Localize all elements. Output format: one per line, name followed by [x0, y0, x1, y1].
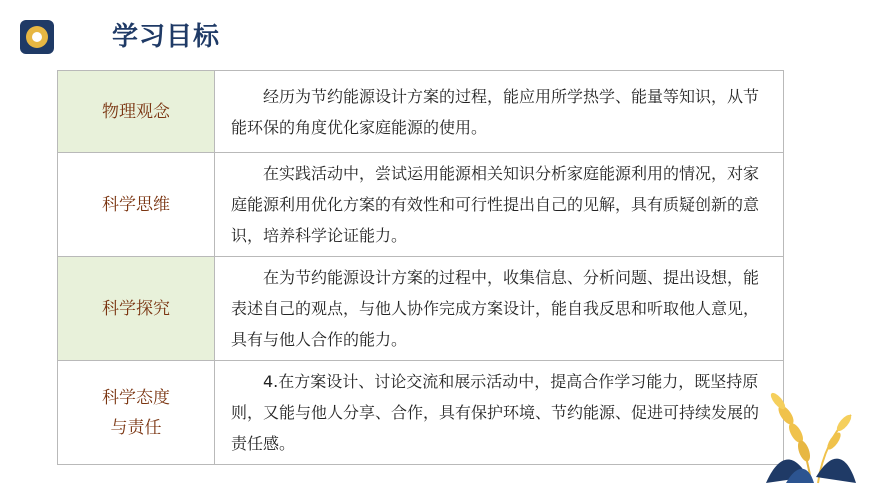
logo-icon [20, 20, 54, 54]
goals-table [57, 70, 784, 465]
table-row [58, 71, 784, 153]
goal-category-line: 与责任 [110, 417, 162, 438]
goal-description: 经历为节约能源设计方案的过程，能应用所学热学、能量等知识，从节能环保的角度优化家庭能源的使用。 [215, 71, 784, 153]
leaf-decoration-icon [756, 385, 866, 485]
page-title: 学习目标 [112, 22, 221, 52]
goal-category: 科学探究 [58, 257, 215, 361]
table-row [58, 153, 784, 257]
table-row [58, 257, 784, 361]
goal-description: 4.在方案设计、讨论交流和展示活动中，提高合作学习能力，既坚持原则，又能与他人分享、合作，具有保护环境、节约能源、促进可持续发展的责任感。 [215, 361, 784, 465]
logo-ring [26, 26, 48, 48]
goal-category [58, 361, 215, 465]
goal-category: 科学思维 [58, 153, 215, 257]
goal-description: 在为节约能源设计方案的过程中，收集信息、分析问题、提出设想，能表述自己的观点，与他人协作完成方案设计，能自我反思和听取他人意见，具有与他人合作的能力。 [215, 257, 784, 361]
goal-description: 在实践活动中，尝试运用能源相关知识分析家庭能源利用的情况，对家庭能源利用优化方案的有效性和可行性提出自己的见解，具有质疑创新的意识，培养科学论证能力。 [215, 153, 784, 257]
goal-category-line: 科学态度 [102, 387, 170, 408]
logo-hole [32, 32, 42, 42]
goal-category: 物理观念 [58, 71, 215, 153]
table-row [58, 361, 784, 465]
